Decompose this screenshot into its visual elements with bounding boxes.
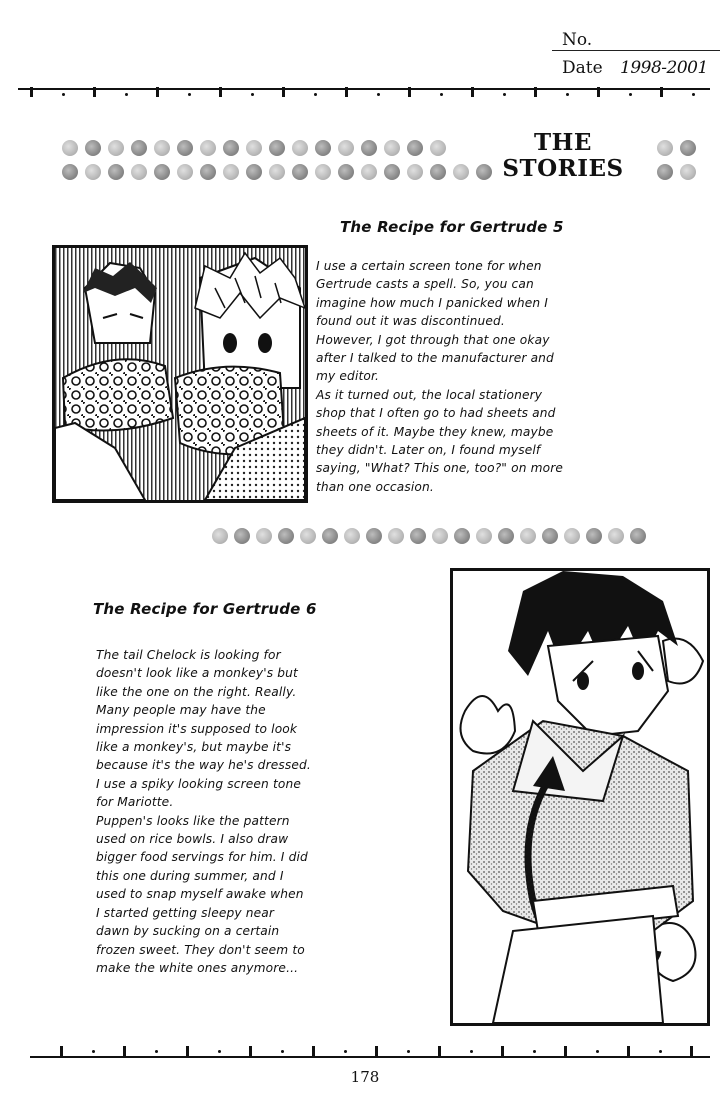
dot-row-decoration: [212, 528, 646, 544]
story5-title: The Recipe for Gertrude 5: [340, 218, 564, 236]
manga-panel-image: [453, 571, 707, 1023]
page-number: 178: [350, 1068, 380, 1086]
header-no-label: No.: [562, 30, 593, 50]
section-title: [500, 130, 626, 182]
story5-body: I use a certain screen tone for when Gertrude casts a spell. So, you can imagine how much I panicked when I found out it was discontinued. However, I got through that one okay after I talked to the manufacturer and my editor. As it turned out, the local stationery shop that I often go to had sheets and sheets of it. Maybe they knew, maybe they didn't. Later on, I found myself saying, "What? This one, too?" on more than one occasion.: [316, 259, 564, 494]
dot-row-decoration: [62, 140, 446, 156]
dot-row-decoration: [62, 164, 492, 180]
header-no-line: [552, 50, 720, 51]
dot-row-decoration: [657, 140, 696, 156]
dot-row-decoration: [657, 164, 696, 180]
header-date-label: Date: [562, 58, 603, 78]
section-title-line2: STORIES: [502, 155, 624, 182]
story5-illustration: [52, 245, 308, 503]
story6-illustration: [450, 568, 710, 1026]
header-date-value: 1998-2001: [620, 58, 708, 78]
section-title-line1: THE: [534, 129, 592, 156]
manga-panel-image: [55, 248, 305, 500]
story6-title: The Recipe for Gertrude 6: [93, 600, 317, 618]
story6-body: The tail Chelock is looking for doesn't look like a monkey's but like the one on the right. Really. Many people may have the impression it's supposed to look like a monkey's, but maybe it's because it's the way he's dressed. I use a spiky looking screen tone for Mariotte. Puppen's looks like the pattern used on rice bowls. I also draw bigger food servings for him. I did this one during summer, and I used to snap myself awake when I started getting sleepy near dawn by sucking on a certain frozen sweet. They don't seem to make the white ones anymore...: [96, 648, 311, 975]
